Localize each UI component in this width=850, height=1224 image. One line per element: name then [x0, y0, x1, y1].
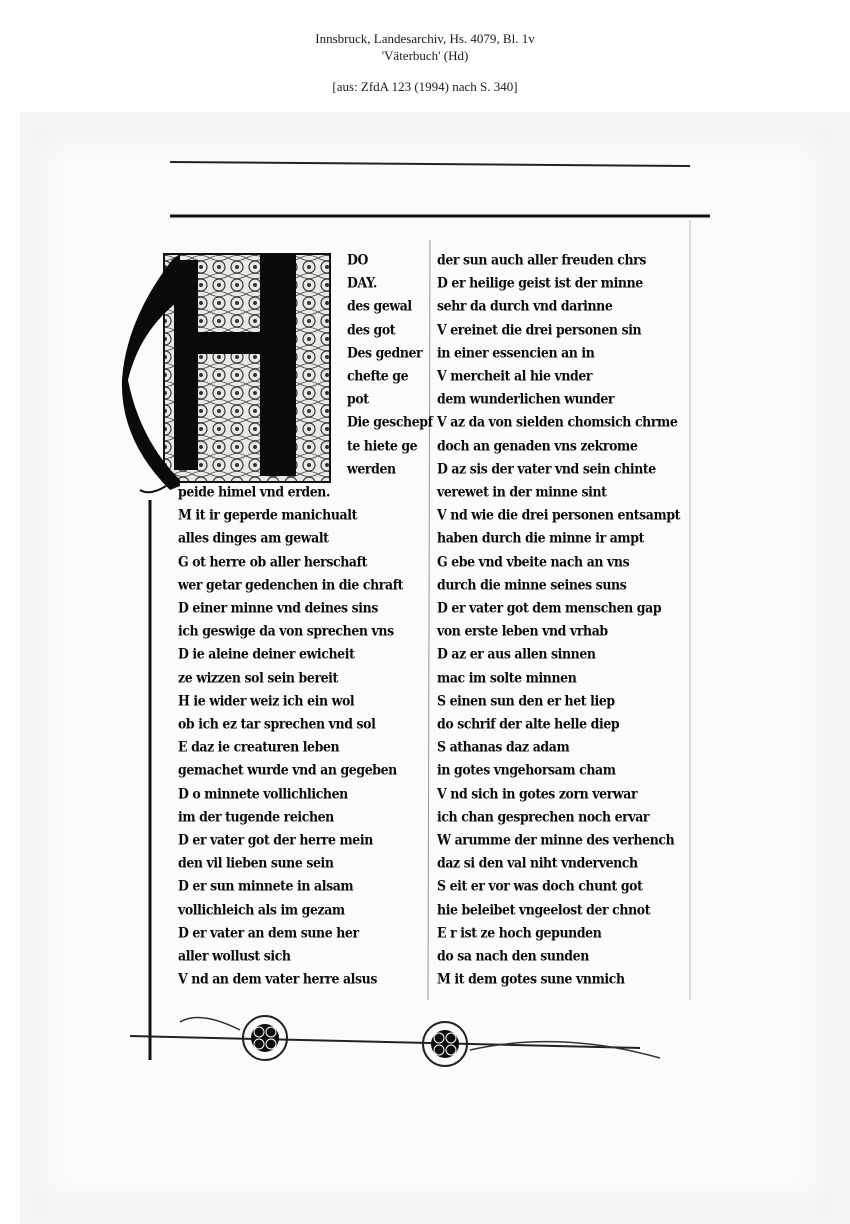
right_column-line: G ebe vnd vbeite nach an vns [437, 552, 630, 570]
left_column-line: wer getar gedenchen in die chraft [178, 576, 404, 593]
right_column-line: der sun auch aller freuden chrs [437, 251, 646, 268]
left_column-line: vollichleich als im gezam [178, 900, 345, 918]
left_column-line: ze wizzen sol sein bereit [178, 668, 338, 686]
right_column-line: V mercheit al hie vnder [437, 367, 593, 384]
left_column-line: DO [347, 251, 368, 268]
right_column-line: daz si den val niht vndervench [437, 854, 638, 871]
right_column-line: E r ist ze hoch gepunden [437, 924, 602, 941]
left_column-line: D er vater got der herre mein [178, 831, 373, 848]
right_column-line: von erste leben vnd vrhab [437, 622, 608, 639]
left_column-line: pot [347, 390, 369, 407]
right_column-line: in gotes vngehorsam cham [437, 761, 616, 778]
left_column-line: D ie aleine deiner ewicheit [178, 645, 355, 662]
left_column-line: gemachet wurde vnd an gegeben [178, 761, 397, 778]
right_column-line: mac im solte minnen [437, 668, 577, 686]
right_column-line: haben durch die minne ir ampt [437, 529, 644, 546]
right_column-line: V nd sich in gotes zorn verwar [437, 784, 638, 802]
left_column-line: alles dinges am gewalt [178, 529, 329, 546]
right_column-line: ich chan gesprechen noch ervar [437, 808, 650, 825]
right_column-line: in einer essencien an in [437, 344, 595, 361]
left_column-line: G ot herre ob aller herschaft [178, 552, 367, 570]
document-title: 'Väterbuch' (Hd) [381, 48, 469, 63]
left_column-line: Des gedner [347, 344, 423, 361]
right_column-line: D az sis der vater vnd sein chinte [437, 460, 656, 477]
right_column-line: M it dem gotes sune vnmich [437, 970, 625, 987]
left_column-line: peide himel vnd erden. [178, 483, 330, 500]
left_column-line: D o minnete vollichlichen [178, 784, 348, 802]
right_column-line: D az er aus allen sinnen [437, 645, 596, 662]
right_column-line: W arumme der minne des verhench [437, 831, 675, 848]
right_column-line: D er vater got dem menschen gap [437, 599, 662, 616]
right_column-line: S einen sun den er het liep [437, 692, 615, 709]
left_column-line: M it ir geperde manichualt [178, 506, 357, 523]
right_column-line: sehr da durch vnd darinne [437, 297, 613, 314]
source-reference: [aus: ZfdA 123 (1994) nach S. 340] [332, 79, 518, 94]
right_column-line: durch die minne seines suns [437, 576, 627, 593]
left_column-line: chefte ge [347, 367, 409, 384]
left_column-line: H ie wider weiz ich ein wol [178, 692, 355, 709]
left_column-line: Die geschepf [347, 413, 433, 430]
right_column-line: D er heilige geist ist der minne [437, 274, 643, 291]
left_column-line: D er sun minnete in alsam [178, 877, 354, 894]
left_column-line: D er vater an dem sune her [178, 924, 359, 941]
left_column-line: D einer minne vnd deines sins [178, 599, 378, 616]
left_column-line: te hiete ge [347, 436, 418, 454]
right_column-line: dem wunderlichen wunder [437, 390, 615, 407]
right_column-line: verewet in der minne sint [437, 483, 607, 500]
left_column-line: den vil lieben sune sein [178, 854, 334, 871]
left_column-line: im der tugende reichen [178, 808, 334, 825]
right_column-line: V az da von sielden chomsich chrme [437, 413, 678, 430]
left_column-line: des got [347, 320, 396, 338]
right_column-line: doch an genaden vns zekrome [437, 436, 638, 454]
left_column-line: aller wollust sich [178, 947, 291, 964]
right_column-line: V nd wie die drei personen entsampt [437, 506, 681, 523]
left_column-line: E daz ie creaturen leben [178, 738, 340, 755]
left_column-line: werden [347, 460, 396, 477]
right_column-line: hie beleibet vngeelost der chnot [437, 900, 651, 918]
right_column-line: do sa nach den sunden [437, 947, 589, 964]
left_column-line: DAY. [347, 274, 377, 291]
right_column-line: S eit er vor was doch chunt got [437, 877, 643, 894]
left_column-line: des gewal [347, 297, 412, 314]
left_column-line: ich geswige da von sprechen vns [178, 622, 394, 639]
right_column-line: V ereinet die drei personen sin [437, 320, 642, 338]
shelfmark: Innsbruck, Landesarchiv, Hs. 4079, Bl. 1v [315, 31, 535, 46]
left_column-line: ob ich ez tar sprechen vnd sol [178, 715, 376, 732]
left_column-line: V nd an dem vater herre alsus [178, 970, 377, 987]
right_column-line: S athanas daz adam [437, 738, 570, 755]
right_column-line: do schrif der alte helle diep [437, 715, 620, 732]
